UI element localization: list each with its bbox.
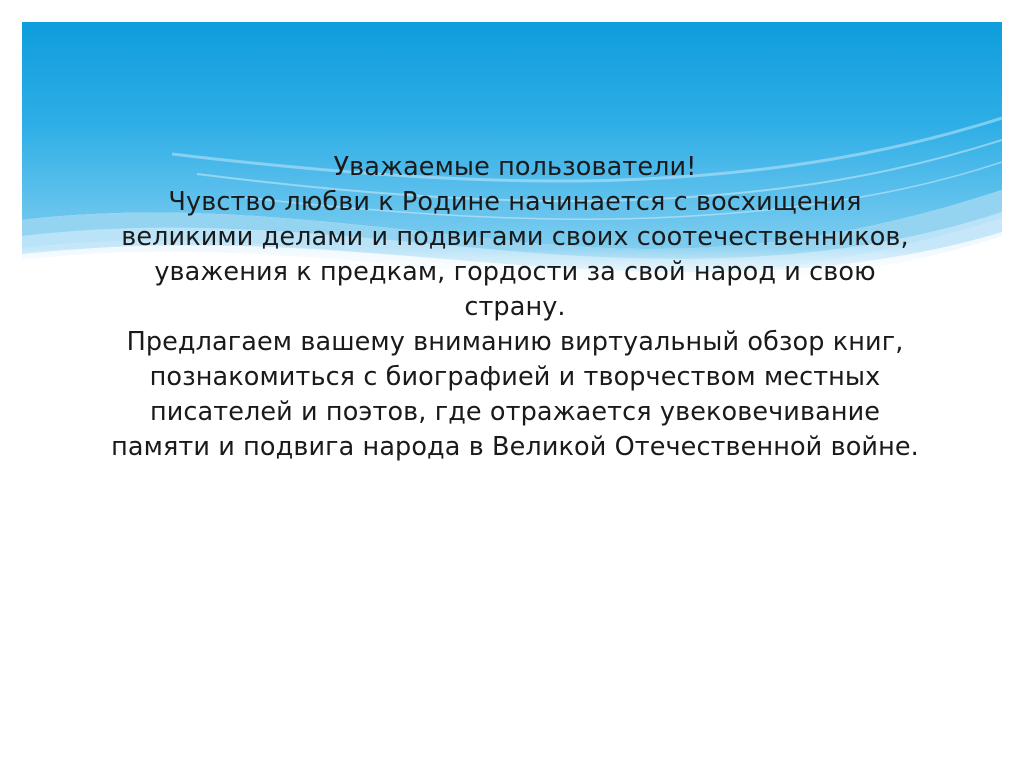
body-line: познакомиться с биографией и творчеством местных [149,362,881,392]
body-line: Чувство любви к Родине начинается с восхищения [168,187,862,217]
body-paragraph [70,150,960,465]
body-line: памяти и подвига народа в Великой Отечественной войне. [111,432,919,462]
body-line: Предлагаем вашему вниманию виртуальный обзор книг, [126,327,904,357]
body-line: писателей и поэтов, где отражается увековечивание [149,397,881,427]
body-line: страну. [464,292,566,322]
body-line: Уважаемые пользователи! [333,152,697,182]
body-line: уважения к предкам, гордости за свой народ и свою [154,257,876,287]
body-line: великими делами и подвигами своих соотечественников, [121,222,909,252]
slide-body-text [70,150,960,465]
